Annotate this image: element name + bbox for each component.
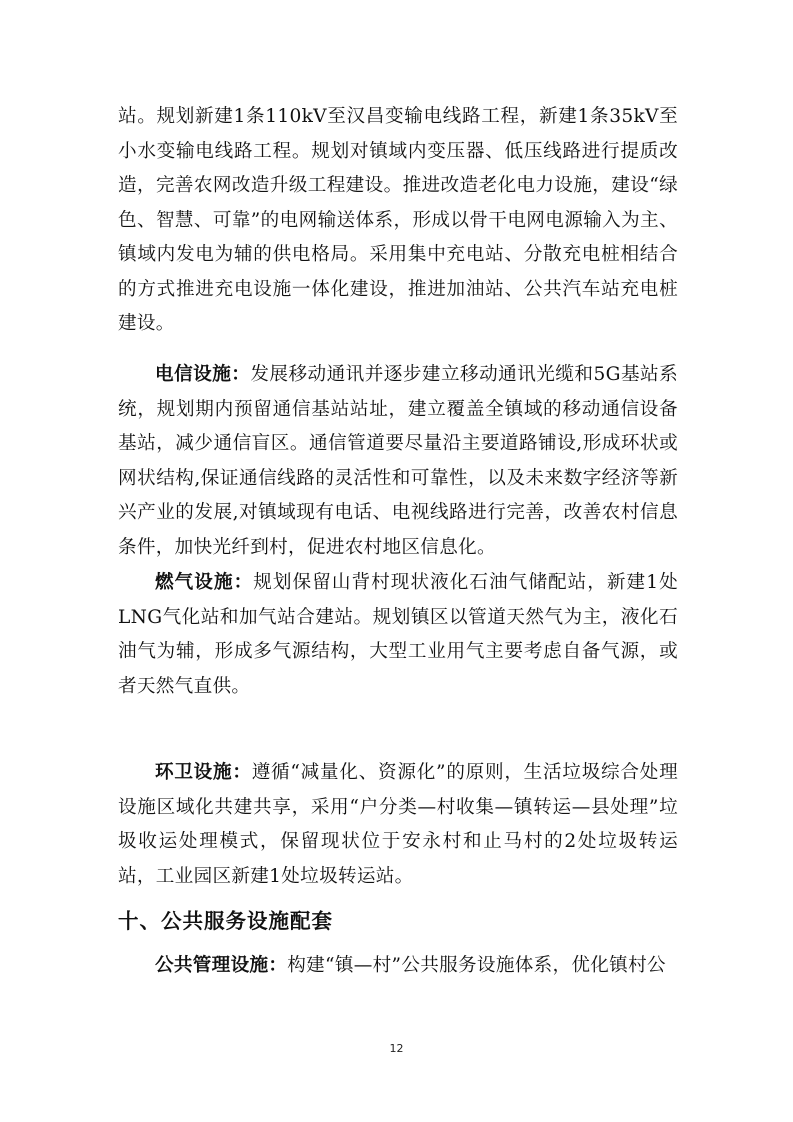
section-heading: 十、公共服务设施配套 <box>118 909 333 933</box>
paragraph-power-supply <box>118 100 678 342</box>
paragraph-telecom <box>118 358 678 565</box>
paragraph-gas <box>118 566 678 704</box>
paragraph-text: 遵循“减量化、资源化”的原则，生活垃圾综合处理设施区域化共建共享，采用“户分类—村收集—镇转运—县处理”垃圾收运处理模式，保留现状位于安永村和止马村的2处垃圾转运站，工业园区新建1处垃圾转运站。 <box>118 762 678 887</box>
page-number: 12 <box>389 1042 404 1055</box>
paragraph-lead: 燃气设施： <box>155 572 254 593</box>
paragraph-lead: 电信设施： <box>155 364 251 385</box>
paragraph-public-admin <box>118 949 678 984</box>
paragraph-text: 发展移动通讯并逐步建立移动通讯光缆和5G基站系统，规划期内预留通信基站站址，建立覆盖全镇域的移动通信设备基站，减少通信盲区。通信管道要尽量沿主要道路铺设,形成环状或网状结构,保证通信线路的灵活性和可靠性，以及未来数字经济等新兴产业的发展,对镇域现有电话、电视线路进行完善，改善农村信息条件，加快光纤到村，促进农村地区信息化。 <box>118 364 678 558</box>
paragraph-text: 站。规划新建1条110kV至汉昌变输电线路工程，新建1条35kV至小水变输电线路工程。规划对镇域内变压器、低压线路进行提质改造，完善农网改造升级工程建设。推进改造老化电力设施，建设“绿色、智慧、可靠”的电网输送体系，形成以骨干电网电源输入为主、镇域内发电为辅的供电格局。采用集中充电站、分散充电桩相结合的方式推进充电设施一体化建设，推进加油站、公共汽车站充电桩建设。 <box>118 106 678 334</box>
paragraph-lead: 公共管理设施： <box>155 955 288 976</box>
paragraph-sanitation <box>118 756 678 894</box>
paragraph-text: 规划保留山背村现状液化石油气储配站，新建1处LNG气化站和加气站合建站。规划镇区以管道天然气为主，液化石油气为辅，形成多气源结构，大型工业用气主要考虑自备气源，或者天然气直供。 <box>118 572 678 697</box>
paragraph-text: 构建“镇—村”公共服务设施体系，优化镇村公 <box>287 955 666 976</box>
paragraph-lead: 环卫设施： <box>155 762 252 783</box>
